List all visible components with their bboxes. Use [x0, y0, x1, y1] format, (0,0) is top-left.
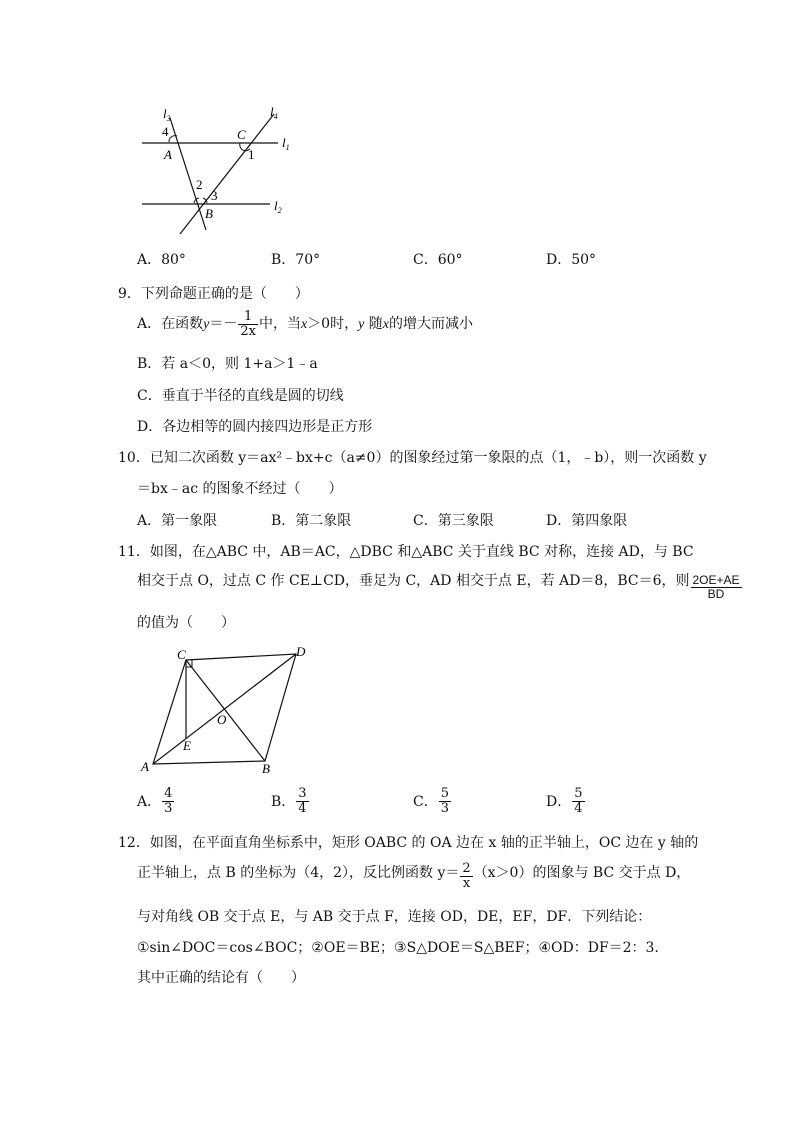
- q10-option-a[interactable]: A．第一象限: [137, 513, 218, 529]
- q12-frac-num: 2: [462, 861, 471, 877]
- label-l4-sub: 4: [273, 112, 278, 121]
- point-A: A: [141, 759, 149, 774]
- svg-text:l3: [163, 106, 171, 123]
- q9-a-x2: x: [382, 317, 389, 333]
- angle-3: 3: [211, 188, 218, 203]
- q9-option-a[interactable]: [137, 310, 473, 338]
- point-C: C: [177, 647, 186, 662]
- q11-c-num: 5: [440, 786, 449, 801]
- q8-option-d[interactable]: D．50°: [546, 252, 597, 268]
- q8-option-a[interactable]: A．80°: [137, 252, 186, 268]
- angle-2: 2: [196, 177, 203, 192]
- q9-a-prefix: A．在函数: [137, 316, 204, 333]
- q11-option-c[interactable]: [413, 787, 452, 815]
- q9-a-den: 2x: [240, 323, 256, 339]
- q11-d-den: 4: [574, 800, 583, 816]
- label-l2: l: [274, 198, 278, 213]
- q11-d-label: D．: [546, 794, 572, 811]
- point-B: B: [205, 206, 213, 221]
- point-C: C: [237, 127, 246, 142]
- q12-stem-line5: 其中正确的结论有（ ）: [137, 970, 305, 986]
- q12-stem-line1: 12．如图，在平面直角坐标系中，矩形 OABC 的 OA 边在 x 轴的正半轴上，OC 边在 y 轴的: [118, 835, 699, 851]
- q11-frac-num: 2OE+AE: [692, 573, 740, 588]
- svg-text:l2: [274, 198, 282, 215]
- q12-conclusions: ①sin∠DOC＝cos∠BOC；②OE＝BE；③S△DOE＝S△BEF；④OD：DF＝2：3．: [137, 940, 669, 956]
- q11-d-fraction: [572, 787, 584, 815]
- point-O: O: [217, 712, 227, 727]
- figure-parallel-lines: [130, 100, 310, 235]
- q11-c-den: 3: [440, 800, 449, 816]
- q11-b-num: 3: [298, 786, 307, 801]
- q9-a-y: y: [203, 317, 210, 333]
- q9-a-y2: y: [358, 317, 365, 333]
- q11-line2-text: 相交于点 O，过点 C 作 CE⊥CD，垂足为 C，AD 相交于点 E，若 AD＝8，BC＝6，则: [137, 573, 690, 589]
- q9-option-b[interactable]: B．若 a＜0，则 1+a＞1﹣a: [137, 356, 318, 372]
- svg-text:l4: [270, 104, 278, 121]
- label-l3: l: [163, 106, 167, 121]
- q11-a-fraction: [162, 787, 174, 815]
- q9-option-c[interactable]: C．垂直于半径的直线是圆的切线: [137, 388, 344, 404]
- q9-a-num: 1: [238, 310, 258, 325]
- q12-line2-pre: 正半轴上，点 B 的坐标为（4，2），反比例函数 y＝: [137, 865, 460, 881]
- q9-stem: 9．下列命题正确的是（ ）: [118, 286, 309, 302]
- figure-rhombus: [135, 640, 315, 780]
- q11-option-b[interactable]: [271, 787, 310, 815]
- label-l2-sub: 2: [277, 206, 282, 215]
- q12-line2-post: （x＞0）的图象与 BC 交于点 D，: [473, 865, 691, 881]
- q12-stem-line2: [137, 862, 690, 891]
- label-l1-sub: 1: [285, 143, 290, 152]
- q10-option-b[interactable]: B．第二象限: [271, 513, 352, 529]
- point-D: D: [296, 644, 306, 659]
- q11-d-num: 5: [574, 786, 583, 801]
- q11-option-a[interactable]: [137, 787, 175, 815]
- q11-b-den: 4: [298, 800, 307, 816]
- point-E: E: [183, 738, 191, 753]
- q11-frac-den: BD: [707, 587, 725, 601]
- angle-4: 4: [162, 124, 169, 139]
- angle-1: 1: [248, 147, 255, 162]
- q10-stem-line1: 10．已知二次函数 y＝ax²﹣bx+c（a≠0）的图象经过第一象限的点（1，﹣b），则一次函数 y: [118, 450, 707, 466]
- q9-a-sui: 随: [364, 316, 383, 333]
- q12-fraction: [460, 862, 472, 890]
- q8-option-c[interactable]: C．60°: [413, 252, 463, 268]
- q12-frac-den: x: [462, 876, 471, 891]
- q9-option-d[interactable]: D．各边相等的圆内接四边形是正方形: [137, 419, 373, 435]
- label-l1: l: [282, 135, 286, 150]
- q10-stem-line2: ＝bx﹣ac 的图象不经过（ ）: [137, 481, 343, 497]
- q9-a-cond: ＞0时，: [307, 316, 359, 333]
- point-A: A: [164, 147, 172, 162]
- q11-stem-line1: 11．如图，在△ABC 中，AB＝AC，△DBC 和△ABC 关于直线 BC 对称，连接 AD，与 BC: [118, 544, 694, 560]
- q9-a-end: 的增大而减小: [388, 316, 473, 333]
- q11-stem-line3: 的值为（ ）: [137, 615, 235, 631]
- q8-option-b[interactable]: B．70°: [271, 252, 321, 268]
- q9-a-fraction: [238, 310, 258, 338]
- q11-c-fraction: [439, 787, 451, 815]
- q11-option-d[interactable]: [546, 787, 586, 815]
- q11-a-num: 4: [164, 786, 173, 801]
- label-l4: l: [270, 104, 274, 119]
- label-l3-sub: 3: [166, 114, 171, 123]
- q10-option-c[interactable]: C．第三象限: [413, 513, 494, 529]
- q9-a-x: x: [300, 317, 308, 333]
- q11-a-den: 3: [164, 800, 173, 816]
- q11-b-label: B．: [271, 794, 296, 811]
- q11-a-label: A．: [137, 794, 162, 811]
- svg-text:l1: [282, 135, 290, 152]
- q12-stem-line3: 与对角线 OB 交于点 E，与 AB 交于点 F，连接 OD，DE，EF，DF．下列结论：: [137, 909, 652, 925]
- q11-stem-line2: [137, 570, 743, 601]
- q9-a-eq: ＝－: [209, 316, 238, 333]
- q11-b-fraction: [296, 787, 308, 815]
- q11-fraction: [691, 574, 742, 600]
- q10-option-d[interactable]: D．第四象限: [546, 513, 628, 529]
- point-B: B: [262, 761, 270, 776]
- q9-a-mid: 中，当: [258, 316, 301, 333]
- q11-c-label: C．: [413, 794, 438, 811]
